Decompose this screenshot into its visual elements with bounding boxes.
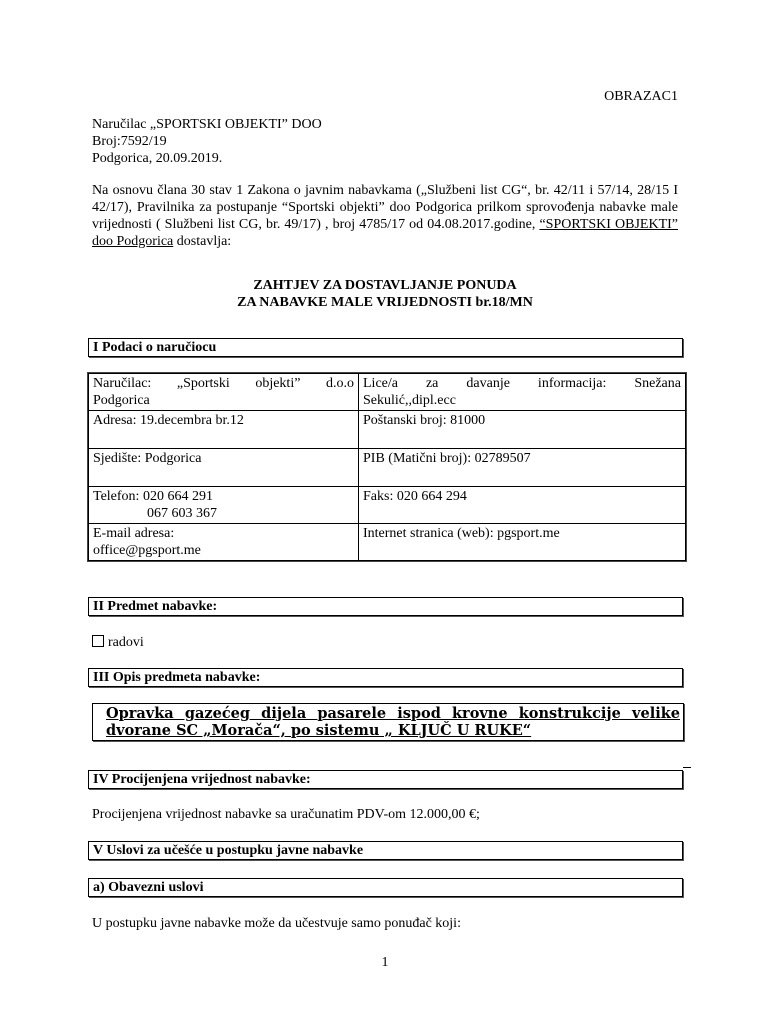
website: Internet stranica (web): pgsport.me <box>359 524 686 561</box>
header-client: Naručilac „SPORTSKI OBJEKTI” DOO <box>92 117 322 132</box>
email-label: E-mail adresa: <box>93 526 175 541</box>
conditions-text: U postupku javne nabavke može da učestvuje samo ponuđač koji: <box>92 916 461 931</box>
intro-underlined: “SPORTSKI OBJEKTI” doo Podgorica <box>92 217 678 249</box>
intro-tail: dostavlja: <box>176 234 232 249</box>
section-heading-3: III Opis predmeta nabavke: <box>88 668 683 687</box>
sub-heading-mandatory: a) Obavezni uslovi <box>88 878 683 897</box>
document-title <box>92 277 678 311</box>
page-number: 1 <box>381 955 389 970</box>
option-radovi <box>92 634 144 651</box>
form-id: OBRAZAC1 <box>604 89 678 104</box>
option-label: radovi <box>108 635 144 650</box>
tax-id: PIB (Matični broj): 02789507 <box>359 449 686 487</box>
email-value: office@pgsport.me <box>93 543 201 558</box>
section-heading-4: IV Procijenjena vrijednost nabavke: <box>88 770 683 789</box>
divider-mark <box>683 767 691 768</box>
section-heading-2: II Predmet nabavke: <box>88 597 683 616</box>
table-row <box>89 449 686 487</box>
table-row <box>89 524 686 561</box>
document-header <box>92 116 322 167</box>
table-row <box>89 374 686 411</box>
header-date: Podgorica, 20.09.2019. <box>92 151 223 166</box>
table-cell <box>89 374 359 411</box>
section-heading-1: I Podaci o naručiocu <box>88 338 683 357</box>
intro-paragraph <box>92 182 678 250</box>
table-row <box>89 411 686 449</box>
header-number: Broj:7592/19 <box>92 134 167 149</box>
client-seat: Sjedište: Podgorica <box>89 449 359 487</box>
title-line-1: ZAHTJEV ZA DOSTAVLJANJE PONUDA <box>253 278 517 293</box>
estimated-value-text: Procijenjena vrijednost nabavke sa uračunatim PDV-om 12.000,00 €; <box>92 807 480 822</box>
table-row <box>89 487 686 524</box>
fax: Faks: 020 664 294 <box>359 487 686 524</box>
table-cell <box>89 524 359 561</box>
checkbox-icon <box>92 635 104 647</box>
contact-person-label: Lice/a za davanje informacija: Snežana <box>363 376 681 391</box>
phone-1: Telefon: 020 664 291 <box>93 489 213 504</box>
table-cell <box>89 487 359 524</box>
client-name: Naručilac: „Sportski objekti” d.o.o <box>93 376 354 391</box>
client-address: Adresa: 19.decembra br.12 <box>89 411 359 449</box>
phone-2: 067 603 367 <box>147 506 217 521</box>
client-info-table <box>88 373 686 561</box>
contact-person-name: Sekulić,,dipl.ecc <box>363 393 456 408</box>
title-line-2: ZA NABAVKE MALE VRIJEDNOSTI br.18/MN <box>237 295 533 310</box>
table-cell <box>359 374 686 411</box>
client-city: Podgorica <box>93 393 150 408</box>
intro-text: Na osnovu člana 30 stav 1 Zakona o javnim nabavkama („Službeni list CG“, br. 42/11 i 57/14, 28/15 I 42/17), Pravilnika za postupanje “Sportski objekti” doo Podgorica prilkom sprovođenja nabavke male vrijednosti ( Službeni list CG, br. 49/17) , broj 4785/17 od 04.08.2017.godine, <box>92 183 678 232</box>
postal-code: Poštanski broj: 81000 <box>359 411 686 449</box>
procurement-description: Opravka gazećeg dijela pasarele ispod krovne konstrukcije velike dvorane SC „Morača“, po sistemu „ KLJUČ U RUKE“ <box>106 705 680 739</box>
section-heading-5: V Uslovi za učešće u postupku javne nabavke <box>88 841 683 860</box>
